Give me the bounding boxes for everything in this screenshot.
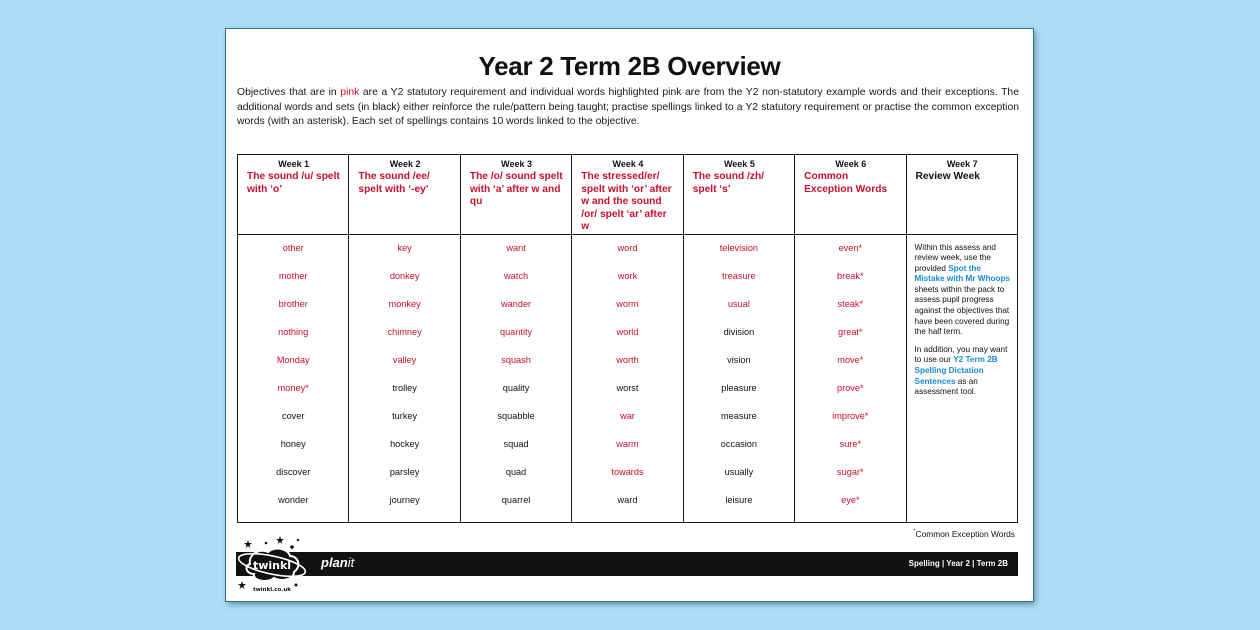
spelling-word: other xyxy=(282,242,304,253)
week-5-header xyxy=(683,155,794,235)
spelling-word: wonder xyxy=(278,495,309,506)
spelling-word: turkey xyxy=(392,411,418,422)
spelling-word: money* xyxy=(277,382,309,393)
footnote-marker: * xyxy=(913,529,916,536)
footnote-text: Common Exception Words xyxy=(915,529,1015,539)
spelling-word: improve* xyxy=(832,411,869,422)
spelling-word: worm xyxy=(616,298,639,309)
week-objective: The /o/ sound spelt with ‘a’ after w and qu xyxy=(469,171,563,207)
week-3-header xyxy=(460,155,571,235)
review-paragraph-2 xyxy=(915,345,1011,398)
intro-text-2: are a Y2 statutory requirement and individual words highlighted pink are from the Y2 non-statutory example words and their exceptions. The additional words and sets (in black) either reinforce the rule/pattern being taught; practise spellings linked to a Y2 statutory requirement or practise the common exception words (with an asterisk). Each set of spellings contains 10 words linked to the objective. xyxy=(237,87,1019,128)
spelling-word: sure* xyxy=(839,439,862,450)
week-label: Week 2 xyxy=(389,159,421,169)
week-5-words xyxy=(683,234,794,523)
spelling-word: word xyxy=(617,242,638,253)
spelling-word: quantity xyxy=(499,326,533,337)
spelling-word: work xyxy=(617,270,638,281)
twinkl-brand-text: twinkl xyxy=(252,559,292,572)
review-text: In addition, you may want to use our xyxy=(914,344,1008,365)
week-label: Week 3 xyxy=(501,159,532,169)
spelling-word: break* xyxy=(837,270,864,281)
spelling-word: valley xyxy=(392,354,417,365)
week-objective: Review Week xyxy=(915,171,980,182)
spelling-word: usual xyxy=(727,298,750,309)
spelling-word: warm xyxy=(616,439,639,450)
review-paragraph-1 xyxy=(915,243,1011,338)
spelling-word: squad xyxy=(503,439,529,450)
spelling-word: occasion xyxy=(720,439,758,450)
week-6-header xyxy=(795,155,906,235)
spelling-word: discover xyxy=(276,467,311,478)
week-label: Week 1 xyxy=(278,159,310,169)
spelling-word: cover xyxy=(281,411,305,422)
spelling-word: eye* xyxy=(841,495,860,506)
document-page xyxy=(226,29,1033,601)
twinkl-logo-icon xyxy=(236,534,318,594)
spelling-word: watch xyxy=(504,270,529,281)
spelling-word: quality xyxy=(502,382,530,393)
page-title: Year 2 Term 2B Overview xyxy=(478,51,781,81)
week-4-header xyxy=(572,155,683,235)
spelling-word: brother xyxy=(278,298,308,309)
spelling-word: pleasure xyxy=(721,382,757,393)
spelling-word: want xyxy=(506,242,526,253)
week-4-words xyxy=(572,234,683,523)
spelling-word: trolley xyxy=(392,382,417,393)
spelling-word: division xyxy=(723,326,755,337)
intro-pink-word: pink xyxy=(340,87,360,98)
spelling-word: Monday xyxy=(276,354,310,365)
spelling-word: nothing xyxy=(278,326,309,337)
spelling-word: ward xyxy=(617,495,638,506)
week-2-header xyxy=(349,155,460,235)
spelling-word: sugar* xyxy=(837,467,864,478)
review-text: sheets within the pack to assess pupil progress against the objectives that have been covered during the half term. xyxy=(914,284,1010,337)
week-6-words xyxy=(795,234,906,523)
week-1-header xyxy=(238,155,349,235)
week-7-review-notes xyxy=(906,234,1017,523)
header-row xyxy=(238,155,1018,235)
spelling-word: usually xyxy=(724,467,754,478)
week-label: Week 5 xyxy=(723,159,755,169)
footer-breadcrumb: Spelling | Year 2 | Term 2B xyxy=(908,559,1008,568)
spelling-word: leisure xyxy=(725,495,753,506)
week-objective: Common Exception Words xyxy=(804,171,888,195)
spelling-word: treasure xyxy=(722,270,756,281)
spot-the-mistake-link[interactable]: Spot the Mistake with Mr Whoops xyxy=(914,263,1011,284)
spelling-word: chimney xyxy=(387,326,422,337)
spelling-word: key xyxy=(397,242,412,253)
overview-table xyxy=(237,154,1018,523)
spelling-word: journey xyxy=(389,495,420,506)
twinkl-url-text: twinkl.co.uk xyxy=(253,587,291,593)
spelling-word: mother xyxy=(278,270,308,281)
week-label: Week 4 xyxy=(612,159,644,169)
spelling-word: move* xyxy=(837,354,864,365)
spelling-word: worth xyxy=(616,354,639,365)
spelling-word: squabble xyxy=(497,411,535,422)
spelling-word: great* xyxy=(838,326,863,337)
week-1-words xyxy=(238,234,349,523)
spelling-word: quarrel xyxy=(501,495,531,506)
planit-text-a: plan xyxy=(321,555,348,570)
intro-paragraph xyxy=(237,86,1019,130)
planit-text-b: it xyxy=(347,555,355,570)
spelling-word: hockey xyxy=(390,439,420,450)
spelling-word: honey xyxy=(280,439,306,450)
spelling-word: television xyxy=(719,242,759,253)
review-text: Within this assess and review week, use the provided xyxy=(914,242,996,273)
spelling-word: world xyxy=(616,326,639,337)
footnote xyxy=(913,529,1015,539)
spelling-word: measure xyxy=(721,411,757,422)
spelling-word: towards xyxy=(611,467,644,478)
week-label: Week 6 xyxy=(835,159,867,169)
intro-text-1: Objectives that are in xyxy=(237,87,341,98)
dictation-sentences-link[interactable]: Y2 Term 2B Spelling Dictation Sentences xyxy=(914,355,998,386)
spelling-word: steak* xyxy=(837,298,864,309)
spelling-word: vision xyxy=(727,354,751,365)
footer-bar xyxy=(237,552,1018,576)
spelling-word: war xyxy=(620,411,635,422)
words-row xyxy=(238,234,1018,523)
week-objective: The sound /zh/ spelt ‘s’ xyxy=(692,171,764,195)
spelling-word: monkey xyxy=(388,298,421,309)
week-3-words xyxy=(460,234,571,523)
review-text: as an assessment tool. xyxy=(914,376,978,397)
week-7-header xyxy=(906,155,1017,235)
week-objective: The sound /ee/ spelt with ‘-ey’ xyxy=(358,171,430,195)
spelling-word: prove* xyxy=(837,382,864,393)
spelling-word: even* xyxy=(838,242,863,253)
planit-wordmark xyxy=(321,555,354,570)
spelling-word: quad xyxy=(505,467,527,478)
week-label: Week 7 xyxy=(946,159,978,169)
week-objective: The sound /u/ spelt with ‘o’ xyxy=(247,171,340,195)
week-objective: The stressed/er/ spelt with ‘or’ after w and the sound /or/ spelt ‘ar’ after w xyxy=(581,171,672,232)
week-2-words xyxy=(349,234,460,523)
spelling-word: wander xyxy=(500,298,532,309)
spelling-word: worst xyxy=(616,382,639,393)
spelling-word: parsley xyxy=(389,467,420,478)
spelling-word: donkey xyxy=(389,270,420,281)
spelling-word: squash xyxy=(501,354,531,365)
